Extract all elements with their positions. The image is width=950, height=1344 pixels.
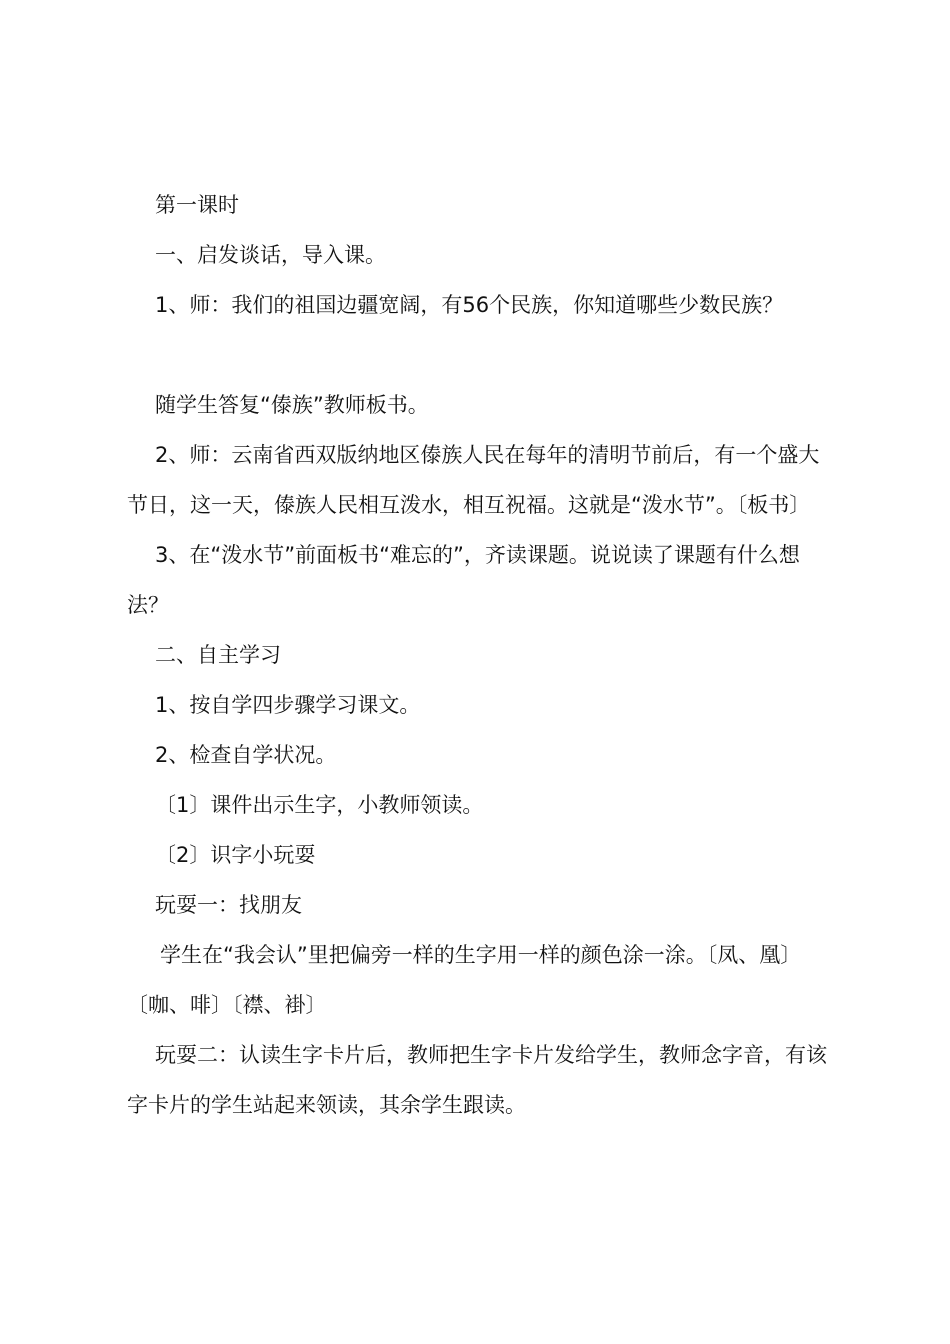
paragraph-self-study-steps: 1、按自学四步骤学习课文。: [155, 693, 421, 717]
paragraph-check-progress: 2、检查自学状况。: [155, 743, 337, 767]
section-heading-self-study: 二、自主学习: [155, 643, 281, 667]
lesson-period-heading: 第一课时: [155, 193, 239, 217]
paragraph-lesson-title: 3、在“泼水节”前面板书“难忘的”，齐读课题。说说读了课题有什么想法？: [127, 543, 800, 617]
section-heading-intro: 一、启发谈话，导入课。: [155, 243, 386, 267]
paragraph-water-festival: 2、师：云南省西双版纳地区傣族人民在每年的清明节前后，有一个盛大节日，这一天，傣族人民相互泼水，相互祝福。这就是“泼水节”。〔板书〕: [127, 443, 820, 517]
paragraph-student-answer: 随学生答复“傣族”教师板书。: [155, 393, 429, 417]
paragraph-game-two: 玩耍二：认读生字卡片后，教师把生字卡片发给学生，教师念字音，有该字卡片的学生站起来领读，其余学生跟读。: [127, 1043, 827, 1117]
paragraph-new-characters: 〔1〕课件出示生字，小教师领读。: [155, 793, 484, 817]
paragraph-teacher-question: 1、师：我们的祖国边疆宽阔，有56个民族，你知道哪些少数民族？: [155, 293, 784, 317]
document-body: [127, 180, 837, 1130]
paragraph-radical-coloring: 学生在“我会认”里把偏旁一样的生字用一样的颜色涂一涂。〔凤、凰〕〔咖、啡〕〔襟、褂〕: [127, 943, 802, 1017]
paragraph-character-game: 〔2〕识字小玩耍: [155, 843, 316, 867]
paragraph-game-one: 玩耍一：找朋友: [155, 893, 302, 917]
